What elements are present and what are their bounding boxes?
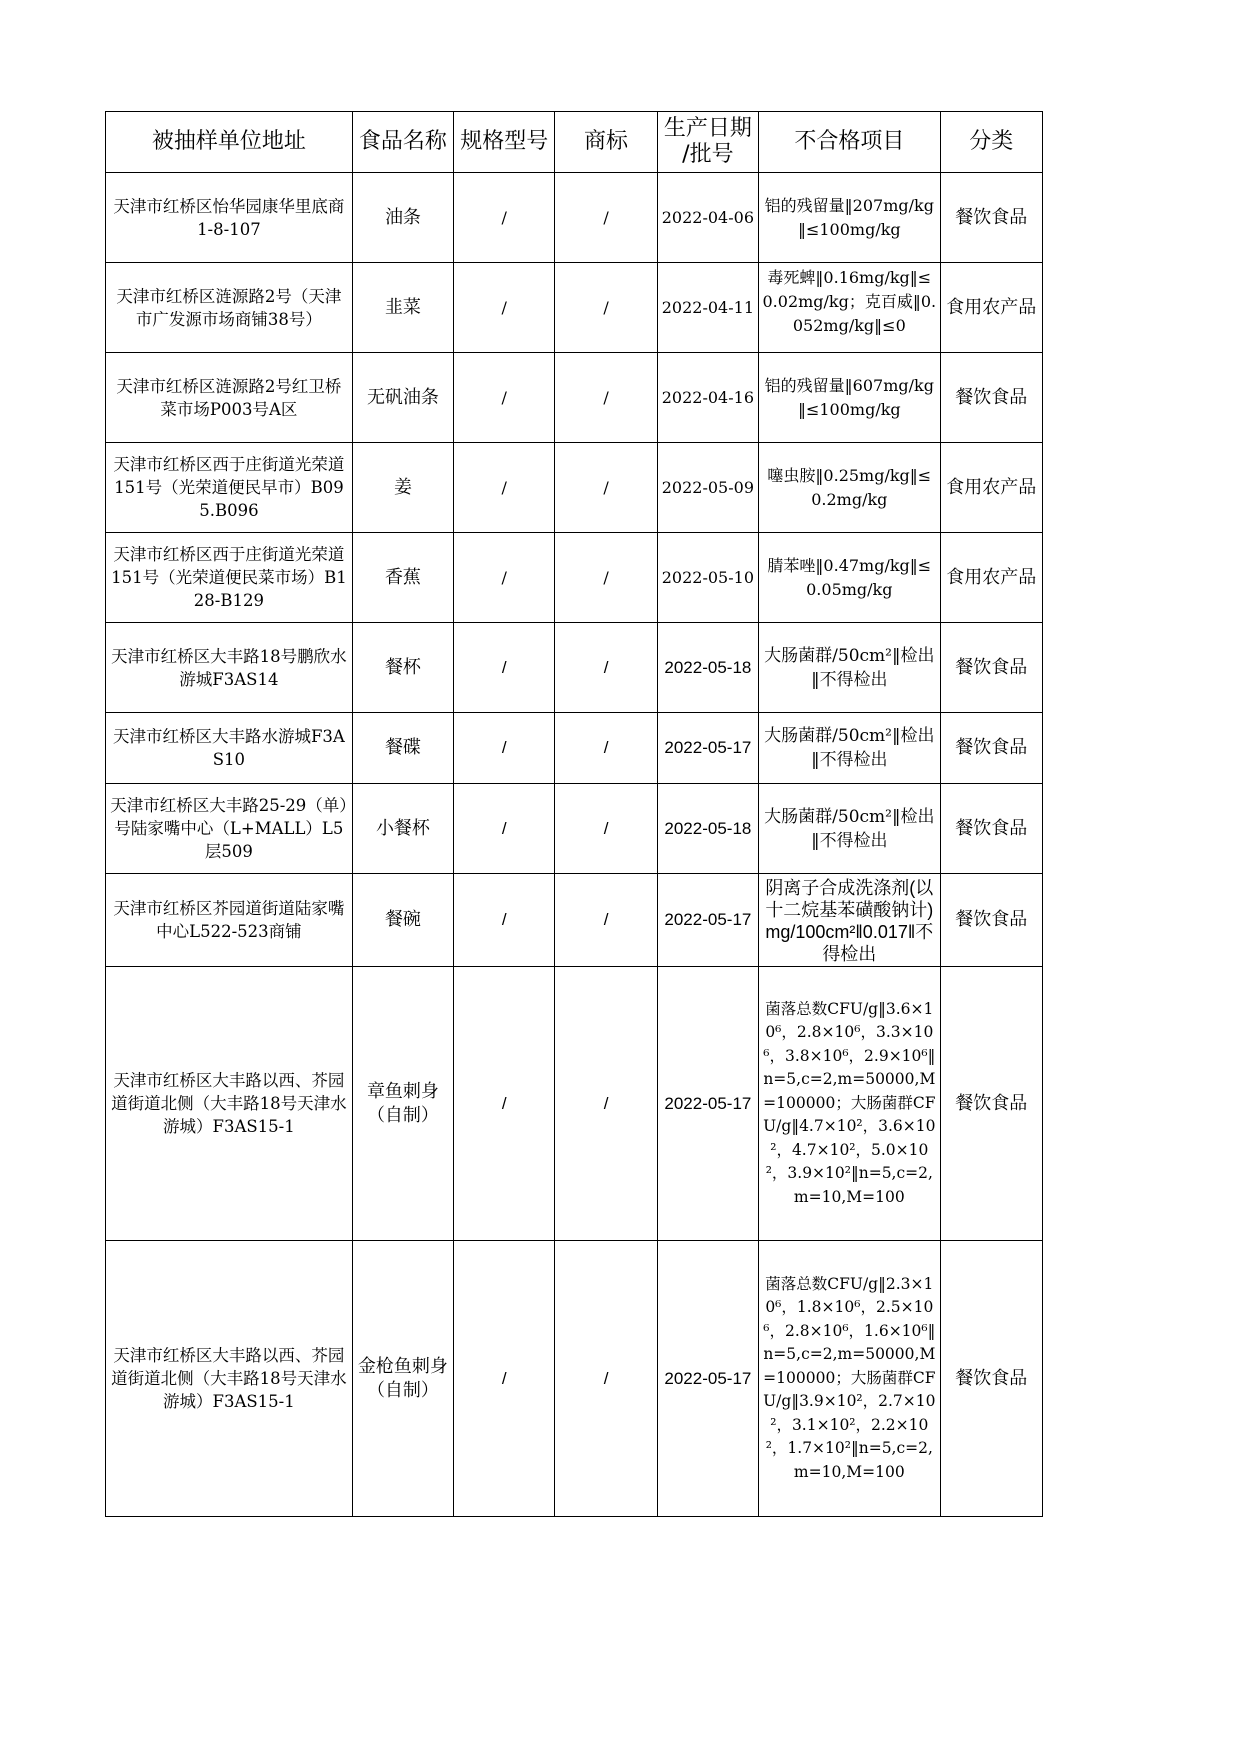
cell-category: 餐饮食品 bbox=[940, 623, 1042, 713]
cell-date: 2022-04-16 bbox=[657, 353, 758, 443]
header-category: 分类 bbox=[940, 112, 1042, 173]
cell-failed-item: 大肠菌群/50cm²‖检出‖不得检出 bbox=[759, 713, 941, 784]
cell-failed-item-text: 阴离子合成洗涤剂(以十二烷基苯磺酸钠计)mg/100cm²‖0.017‖不得检出 bbox=[765, 878, 934, 963]
header-address: 被抽样单位地址 bbox=[106, 112, 353, 173]
table-row bbox=[106, 353, 1043, 443]
cell-spec: / bbox=[454, 784, 555, 874]
header-date-line-2: /批号 bbox=[682, 142, 734, 167]
header-brand: 商标 bbox=[555, 112, 657, 173]
cell-address: 天津市红桥区大丰路18号鹏欣水游城F3AS14 bbox=[106, 623, 353, 713]
cell-category: 餐饮食品 bbox=[940, 353, 1042, 443]
cell-spec: / bbox=[454, 443, 555, 533]
cell-failed-item: 菌落总数CFU/g‖2.3×10⁶，1.8×10⁶，2.5×10⁶，2.8×10⁶，1.6×10⁶‖n=5,c=2,m=50000,M=100000；大肠菌群CFU/g‖3.9×10²，2.7×10²，3.1×10²，2.2×10²，1.7×10²‖n=5,c=2,m=10,M=100 bbox=[759, 1241, 941, 1517]
cell-failed-item: 铝的残留量‖607mg/kg‖≤100mg/kg bbox=[759, 353, 941, 443]
header-spec: 规格型号 bbox=[454, 112, 555, 173]
table-row bbox=[106, 443, 1043, 533]
cell-category: 餐饮食品 bbox=[940, 713, 1042, 784]
cell-category: 餐饮食品 bbox=[940, 784, 1042, 874]
cell-failed-item: 大肠菌群/50cm²‖检出‖不得检出 bbox=[759, 623, 941, 713]
cell-date: 2022-05-18 bbox=[657, 623, 758, 713]
cell-address: 天津市红桥区怡华园康华里底商1-8-107 bbox=[106, 173, 353, 263]
table-row bbox=[106, 713, 1043, 784]
table-row bbox=[106, 874, 1043, 967]
cell-brand: / bbox=[555, 784, 657, 874]
cell-failed-item: 菌落总数CFU/g‖3.6×10⁶，2.8×10⁶，3.3×10⁶，3.8×10⁶，2.9×10⁶‖n=5,c=2,m=50000,M=100000；大肠菌群CFU/g‖4.7×10²，3.6×10²，4.7×10²，5.0×10²，3.9×10²‖n=5,c=2,m=10,M=100 bbox=[759, 967, 941, 1241]
cell-brand: / bbox=[555, 713, 657, 784]
cell-category: 食用农产品 bbox=[940, 533, 1042, 623]
cell-date: 2022-05-17 bbox=[657, 874, 758, 967]
cell-spec: / bbox=[454, 713, 555, 784]
cell-spec: / bbox=[454, 1241, 555, 1517]
table-row bbox=[106, 784, 1043, 874]
cell-brand: / bbox=[555, 263, 657, 353]
cell-food: 章鱼刺身（自制） bbox=[352, 967, 453, 1241]
cell-food: 小餐杯 bbox=[352, 784, 453, 874]
cell-address: 天津市红桥区大丰路水游城F3AS10 bbox=[106, 713, 353, 784]
cell-failed-item: 腈苯唑‖0.47mg/kg‖≤0.05mg/kg bbox=[759, 533, 941, 623]
cell-spec: / bbox=[454, 874, 555, 967]
table-row bbox=[106, 173, 1043, 263]
cell-address: 天津市红桥区西于庄街道光荣道151号（光荣道便民菜市场）B128-B129 bbox=[106, 533, 353, 623]
cell-food: 餐碗 bbox=[352, 874, 453, 967]
cell-date: 2022-05-17 bbox=[657, 713, 758, 784]
inspection-table bbox=[105, 111, 1043, 1517]
cell-food: 香蕉 bbox=[352, 533, 453, 623]
table-row bbox=[106, 1241, 1043, 1517]
cell-date: 2022-05-17 bbox=[657, 967, 758, 1241]
cell-address: 天津市红桥区大丰路25-29（单）号陆家嘴中心（L+MALL）L5层509 bbox=[106, 784, 353, 874]
cell-date: 2022-05-09 bbox=[657, 443, 758, 533]
cell-category: 食用农产品 bbox=[940, 263, 1042, 353]
cell-address: 天津市红桥区大丰路以西、芥园道街道北侧（大丰路18号天津水游城）F3AS15-1 bbox=[106, 1241, 353, 1517]
cell-category: 餐饮食品 bbox=[940, 1241, 1042, 1517]
cell-food: 韭菜 bbox=[352, 263, 453, 353]
header-failed-item: 不合格项目 bbox=[759, 112, 941, 173]
cell-brand: / bbox=[555, 533, 657, 623]
cell-spec: / bbox=[454, 173, 555, 263]
cell-brand: / bbox=[555, 353, 657, 443]
cell-date: 2022-05-18 bbox=[657, 784, 758, 874]
cell-food: 金枪鱼刺身（自制） bbox=[352, 1241, 453, 1517]
cell-address: 天津市红桥区涟源路2号红卫桥菜市场P003号A区 bbox=[106, 353, 353, 443]
cell-brand: / bbox=[555, 874, 657, 967]
cell-food: 无矾油条 bbox=[352, 353, 453, 443]
cell-food: 油条 bbox=[352, 173, 453, 263]
cell-spec: / bbox=[454, 263, 555, 353]
cell-address: 天津市红桥区芥园道街道陆家嘴中心L522-523商铺 bbox=[106, 874, 353, 967]
table-row bbox=[106, 623, 1043, 713]
cell-brand: / bbox=[555, 967, 657, 1241]
cell-food: 餐杯 bbox=[352, 623, 453, 713]
cell-address: 天津市红桥区大丰路以西、芥园道街道北侧（大丰路18号天津水游城）F3AS15-1 bbox=[106, 967, 353, 1241]
cell-failed-item-text: 毒死蜱‖0.16mg/kg‖≤0.02mg/kg；克百威‖0.052mg/kg‖≤0 bbox=[762, 268, 937, 335]
cell-category: 餐饮食品 bbox=[940, 874, 1042, 967]
cell-failed-item: 大肠菌群/50cm²‖检出‖不得检出 bbox=[759, 784, 941, 874]
cell-spec: / bbox=[454, 967, 555, 1241]
table-row bbox=[106, 967, 1043, 1241]
cell-address: 天津市红桥区涟源路2号（天津市广发源市场商铺38号） bbox=[106, 263, 353, 353]
header-row bbox=[106, 112, 1043, 173]
table-row bbox=[106, 533, 1043, 623]
cell-address: 天津市红桥区西于庄街道光荣道151号（光荣道便民早市）B095.B096 bbox=[106, 443, 353, 533]
cell-brand: / bbox=[555, 623, 657, 713]
header-date-line-1: 生产日期 bbox=[663, 116, 752, 141]
cell-spec: / bbox=[454, 623, 555, 713]
cell-food: 餐碟 bbox=[352, 713, 453, 784]
cell-date: 2022-05-17 bbox=[657, 1241, 758, 1517]
table-row bbox=[106, 263, 1043, 353]
cell-category: 餐饮食品 bbox=[940, 967, 1042, 1241]
cell-brand: / bbox=[555, 1241, 657, 1517]
cell-spec: / bbox=[454, 353, 555, 443]
cell-brand: / bbox=[555, 173, 657, 263]
cell-brand: / bbox=[555, 443, 657, 533]
header-food-name: 食品名称 bbox=[352, 112, 453, 173]
cell-category: 食用农产品 bbox=[940, 443, 1042, 533]
cell-category: 餐饮食品 bbox=[940, 173, 1042, 263]
cell-spec: / bbox=[454, 533, 555, 623]
cell-failed-item: 铝的残留量‖207mg/kg‖≤100mg/kg bbox=[759, 173, 941, 263]
header-date bbox=[657, 112, 758, 173]
cell-date: 2022-04-06 bbox=[657, 173, 758, 263]
cell-date: 2022-05-10 bbox=[657, 533, 758, 623]
cell-failed-item bbox=[759, 263, 941, 353]
cell-food: 姜 bbox=[352, 443, 453, 533]
cell-date: 2022-04-11 bbox=[657, 263, 758, 353]
cell-failed-item: 噻虫胺‖0.25mg/kg‖≤0.2mg/kg bbox=[759, 443, 941, 533]
cell-failed-item bbox=[759, 874, 941, 967]
